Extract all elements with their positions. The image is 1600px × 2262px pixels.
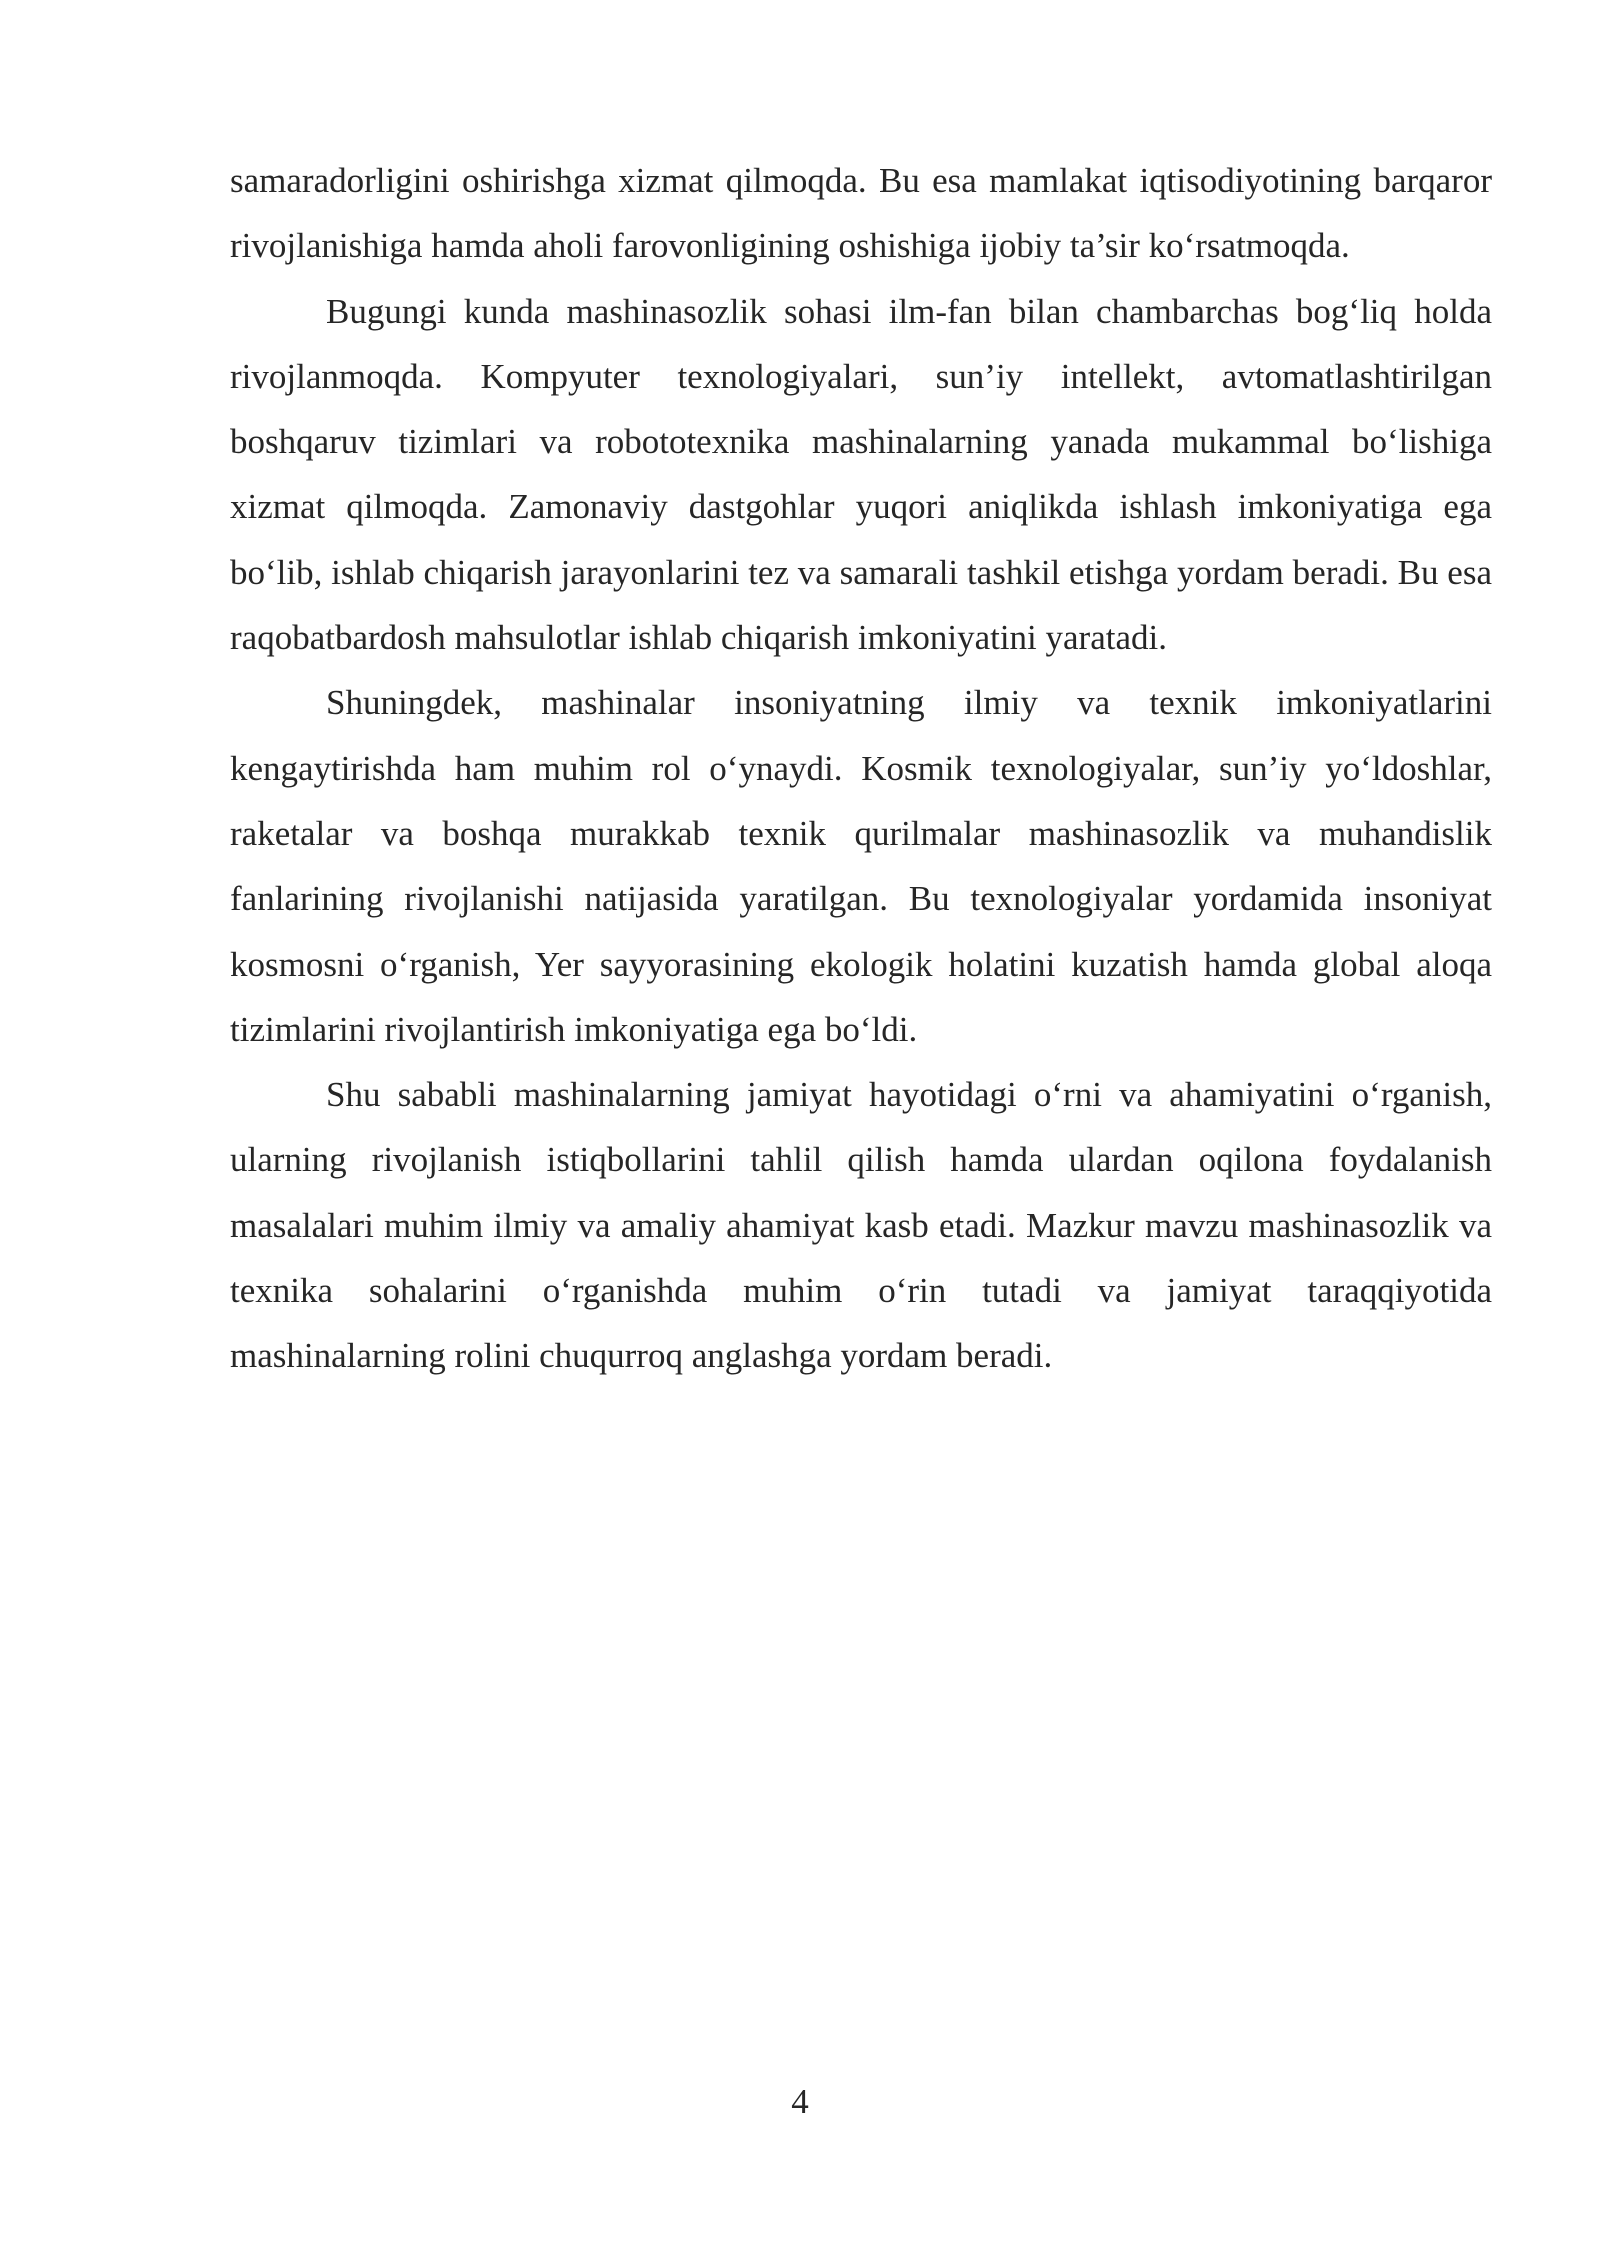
page-number: 4 xyxy=(791,2082,809,2121)
paragraph-mashinasozlik-ilm-fan: Bugungi kunda mashinasozlik sohasi ilm-fan bilan chambarchas bog‘liq holda rivojlanmoqda. Kompyuter texnologiyalari, sun’iy intellekt, avtomatlashtirilgan boshqaruv tizimlari va robototexnika mashinalarning yanada mukammal bo‘lishiga xizmat qilmoqda. Zamonaviy dastgohlar yuqori aniqlikda ishlash imkoniyatiga ega bo‘lib, ishlab chiqarish jarayonlarini tez va samarali tashkil etishga yordam beradi. Bu esa raqobatbardosh mahsulotlar ishlab chiqarish imkoniyatini yaratadi. xyxy=(230,291,1492,658)
paragraph-xulosa: Shu sababli mashinalarning jamiyat hayotidagi o‘rni va ahamiyatini o‘rganish, ularning rivojlanish istiqbollarini tahlil qilish hamda ulardan oqilona foydalanish masalalari muhim ilmiy va amaliy ahamiyat kasb etadi. Mazkur mavzu mashinasozlik va texnika sohalarini o‘rganishda muhim o‘rin tutadi va jamiyat taraqqiyotida mashinalarning rolini chuqurroq anglashga yordam beradi. xyxy=(230,1075,1492,1376)
body-text xyxy=(230,148,1492,1389)
paragraph-ilmiy-texnik-imkoniyatlar: Shuningdek, mashinalar insoniyatning ilmiy va texnik imkoniyatlarini kengaytirishda ham muhim rol o‘ynaydi. Kosmik texnologiyalar, sun’iy yo‘ldoshlar, raketalar va boshqa murakkab texnik qurilmalar mashinasozlik va muhandislik fanlarining rivojlanishi natijasida yaratilgan. Bu texnologiyalar yordamida insoniyat kosmosni o‘rganish, Yer sayyorasining ekologik holatini kuzatish hamda global aloqa tizimlarini rivojlantirish imkoniyatiga ega bo‘ldi. xyxy=(230,683,1492,1049)
paragraph-continued: samaradorligini oshirishga xizmat qilmoqda. Bu esa mamlakat iqtisodiyotining barqaror rivojlanishiga hamda aholi farovonligining oshishiga ijobiy ta’sir ko‘rsatmoqda. xyxy=(230,161,1492,266)
